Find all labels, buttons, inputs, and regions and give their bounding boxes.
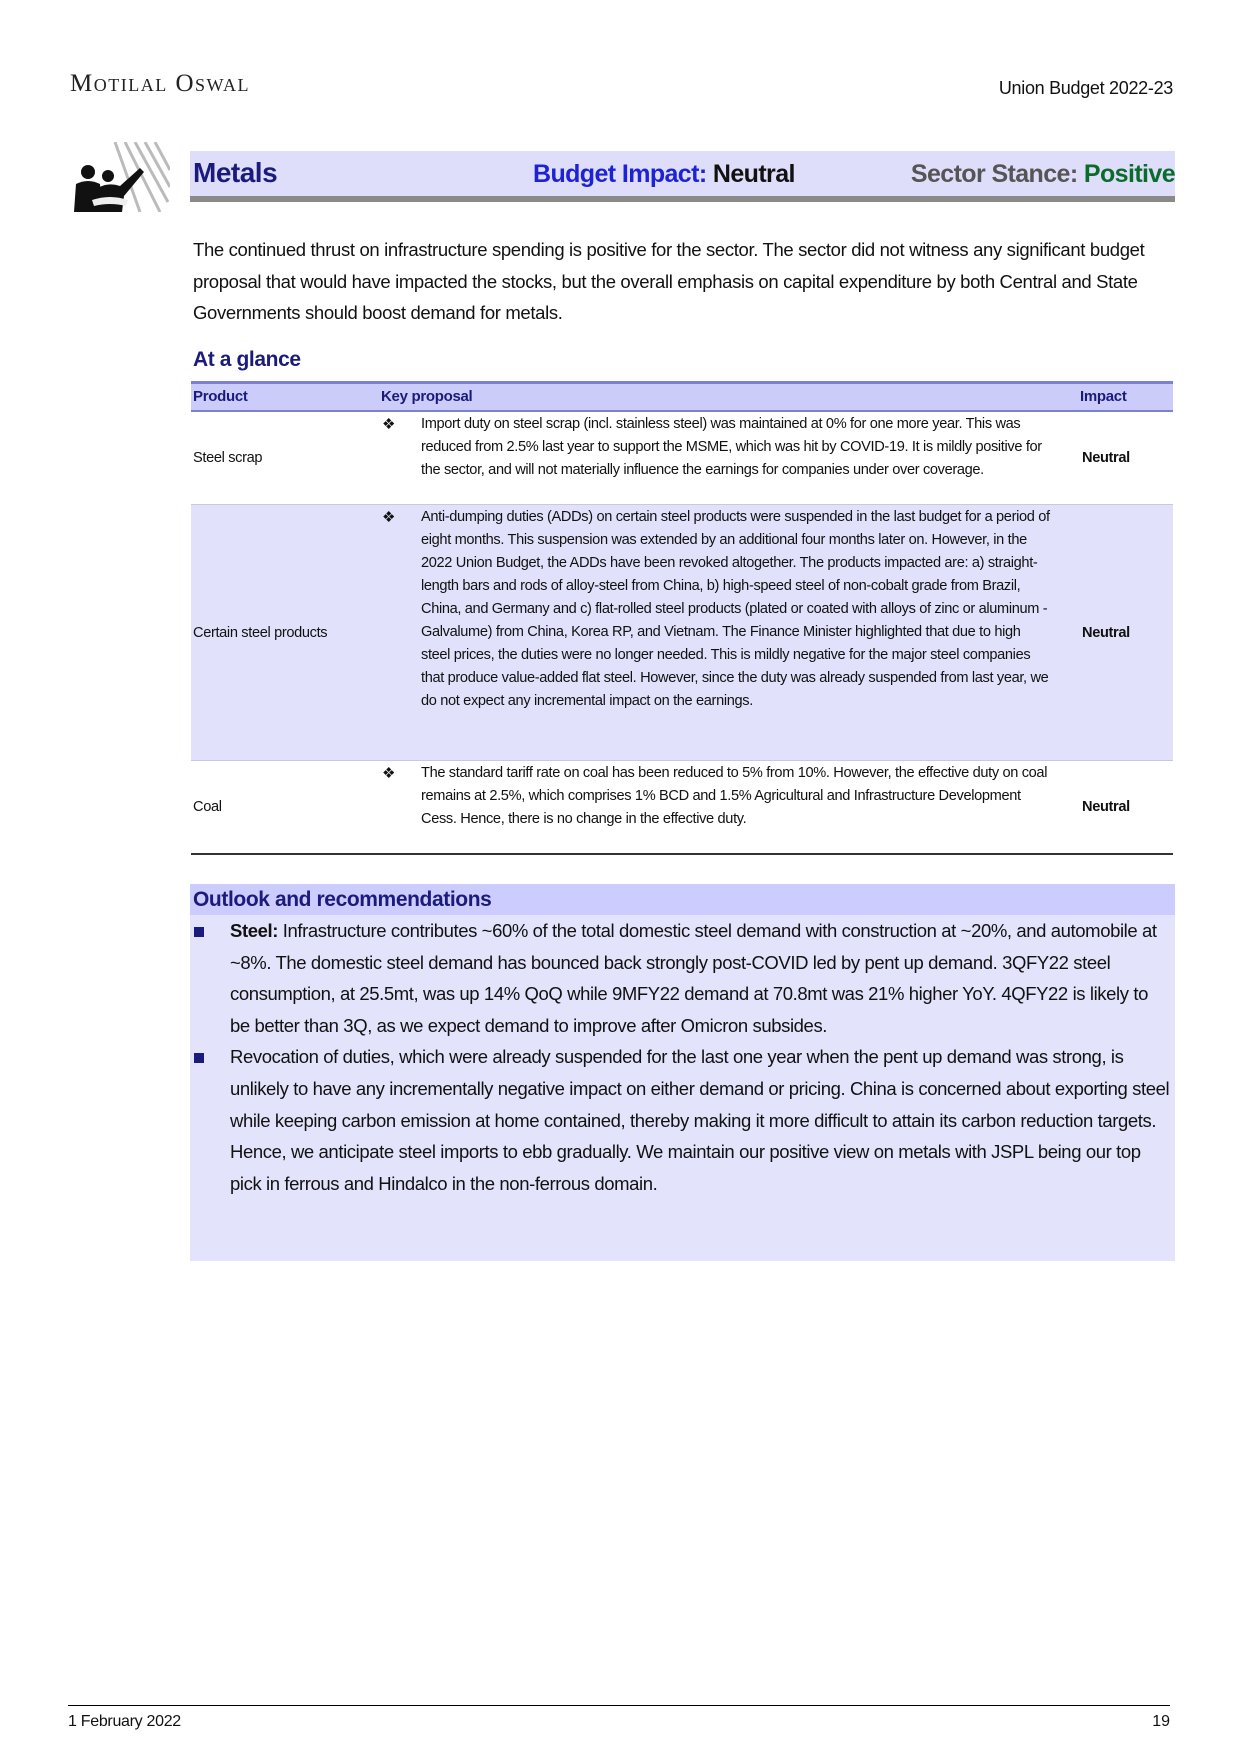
outlook-item (190, 1041, 1172, 1199)
sector-stance-label: Sector Stance: (910, 160, 1078, 188)
at-a-glance-heading: At a glance (193, 348, 301, 371)
table-row (191, 761, 1173, 855)
impact-cell: Neutral (1082, 624, 1130, 641)
bullet-icon: ❖ (382, 416, 396, 433)
outlook-item (190, 915, 1172, 1041)
page-number: 19 (1152, 1713, 1170, 1730)
intro-paragraph: The continued thrust on infrastructure spending is positive for the sector. The sector did not witness any significant budget proposal that would have impacted the stocks, but the overall emphasis on capital expenditure by both Central and State Governments should boost demand for metals. (193, 239, 1145, 324)
outlook-item-lead: Steel: (230, 920, 278, 941)
column-header-product: Product (193, 388, 248, 405)
impact-cell: Neutral (1082, 450, 1130, 466)
outlook-item-text: Infrastructure contributes ~60% of the total domestic steel demand with construction at ~20%, and automobile at ~8%. The domestic steel demand has bounced back strongly post-COVID led by pent up demand. 3QFY22 steel consumption, at 25.5mt, was up 14% QoQ while 9MFY22 demand at 70.8mt was 21% higher YoY. 4QFY22 is likely to be better than 3Q, as we expect demand to improve after Omicron subsides. (230, 920, 1157, 1036)
sector-title: Metals (193, 157, 278, 188)
square-bullet-icon (194, 1053, 204, 1063)
product-cell: Coal (193, 799, 222, 815)
document-title: Union Budget 2022-23 (998, 78, 1173, 98)
footer-date: 1 February 2022 (68, 1713, 181, 1730)
people-pointing-icon (70, 142, 170, 212)
sector-stance-value: Positive (1083, 160, 1175, 188)
table-row (191, 412, 1173, 505)
bullet-icon: ❖ (382, 509, 396, 526)
product-cell: Certain steel products (193, 624, 328, 641)
proposal-cell: Import duty on steel scrap (incl. stainless steel) was maintained at 0% for one more year. This was reduced from 2.5% last year to support the MSME, which was hit by COVID-19. It is mildly positive for the sector, and will not materially influence the earnings for companies under over coverage. (421, 416, 1042, 478)
proposal-cell: Anti-dumping duties (ADDs) on certain steel products were suspended in the last budget for a period of eight months. This suspension was extended by an additional four months later on. However, in the 2022 Union Budget, the ADDs have been revoked altogether. The products impacted are: a) straight-length bars and rods of alloy-steel from China, b) high-speed steel of non-cobalt grade from Brazil, China, and Germany and c) flat-rolled steel products (plated or coated with alloys of zinc or aluminum - Galvalume) from China, Korea RP, and Vietnam. The Finance Minister highlighted that due to high steel prices, the duties were no longer needed. This is mildly negative for the major steel companies that produce value-added flat steel. However, since the duty was already suspended from last year, we do not expect any incremental impact on the earnings. (421, 509, 1050, 709)
impact-cell: Neutral (1082, 799, 1130, 815)
proposal-cell: The standard tariff rate on coal has been reduced to 5% from 10%. However, the effective duty on coal remains at 2.5%, which comprises 1% BCD and 1.5% Agricultural and Infrastructure Development Cess. Hence, there is no change in the effective duty. (421, 765, 1048, 827)
column-header-key-proposal: Key proposal (381, 388, 473, 405)
column-header-impact: Impact (1080, 388, 1127, 405)
at-a-glance-table (191, 381, 1173, 855)
table-header (191, 381, 1173, 412)
sector-stance (911, 160, 1175, 189)
footer-divider (68, 1705, 1170, 1706)
budget-impact-value: Neutral (712, 160, 795, 188)
table-row (191, 505, 1173, 761)
outlook-item-text: Revocation of duties, which were already suspended for the last one year when the pent up demand was strong, is unlikely to have any incrementally negative impact on either demand or pricing. China is concerned about exporting steel while keeping carbon emission at home contained, thereby making it more difficult to attain its carbon reduction targets. Hence, we anticipate steel imports to ebb gradually. We maintain our positive view on metals with JSPL being our top pick in ferrous and Hindalco in the non-ferrous domain. (230, 1046, 1170, 1194)
brand-logo: Motilal Oswal (70, 70, 251, 97)
budget-impact-label: Budget Impact: (533, 160, 707, 188)
bullet-icon: ❖ (382, 765, 396, 782)
outlook-box (190, 884, 1175, 1261)
outlook-heading: Outlook and recommendations (190, 884, 1175, 915)
square-bullet-icon (194, 927, 204, 937)
budget-impact (533, 160, 795, 189)
product-cell: Steel scrap (193, 450, 263, 466)
